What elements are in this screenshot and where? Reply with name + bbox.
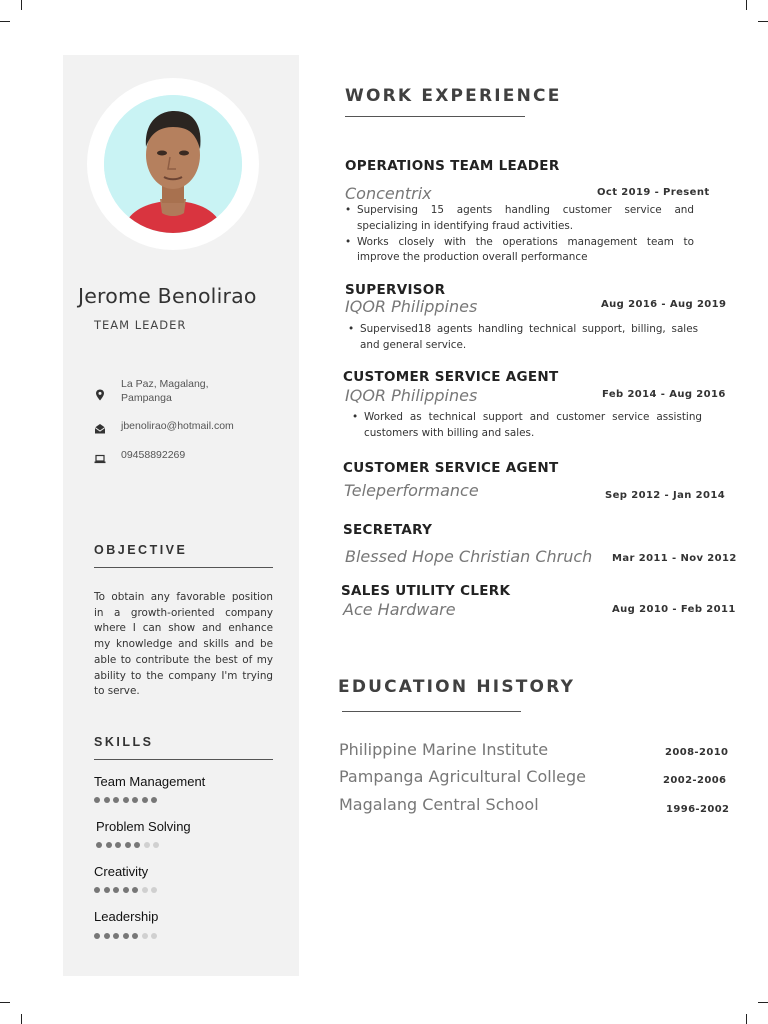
education-divider (342, 711, 521, 712)
work-experience-divider (345, 116, 525, 117)
school-years: 1996-2002 (666, 804, 730, 815)
skill-dot-filled (115, 842, 121, 848)
skill-rating (94, 933, 157, 939)
email-address[interactable]: jbenolirao@hotmail.com (121, 420, 234, 432)
skill-dot-filled (113, 933, 119, 939)
job-duty: • Supervising 15 agents handling customer service and specializing in identifying fraud activities. (345, 203, 694, 235)
skill-name: Leadership (94, 909, 159, 924)
skill-dot-empty (151, 887, 157, 893)
crop-mark (746, 1014, 747, 1024)
education-heading: EDUCATION HISTORY (338, 677, 576, 697)
skill-rating (94, 797, 157, 803)
phone-number: 09458892269 (121, 449, 186, 461)
objective-text: To obtain any favorable position in a growth-oriented company where I can show and enhance my knowledge and skills and be able to contribute the best of my ability to the company I'm trying to serve. (94, 591, 273, 698)
skill-dot-filled (123, 933, 129, 939)
skill-dot-empty (142, 887, 148, 893)
job-duties (348, 322, 698, 354)
skill-dot-filled (123, 797, 129, 803)
company-name: Blessed Hope Christian Chruch (345, 547, 593, 566)
job-duty: • Worked as technical support and customer service assisting customers with billing and sales. (352, 410, 702, 442)
company-name: Ace Hardware (343, 600, 456, 619)
job-title: OPERATIONS TEAM LEADER (345, 158, 560, 174)
company-name: IQOR Philippines (345, 297, 478, 316)
skill-dot-filled (142, 797, 148, 803)
job-title: SUPERVISOR (345, 282, 446, 298)
skill-dot-filled (94, 933, 100, 939)
location-pin-icon (94, 386, 106, 398)
crop-mark (21, 0, 22, 10)
skill-dot-empty (153, 842, 159, 848)
job-duty: • Supervised18 agents handling technical support, billing, sales and general service. (348, 322, 698, 354)
objective-divider (94, 567, 273, 568)
job-title: SALES UTILITY CLERK (341, 583, 511, 599)
candidate-role: TEAM LEADER (94, 318, 187, 332)
company-name: Concentrix (345, 184, 432, 203)
job-dates: Aug 2016 - Aug 2019 (601, 299, 727, 310)
skill-dot-filled (134, 842, 140, 848)
school-name: Philippine Marine Institute (339, 740, 549, 759)
skill-dot-empty (151, 933, 157, 939)
objective-heading: OBJECTIVE (94, 543, 188, 557)
skill-dot-filled (94, 797, 100, 803)
school-name: Magalang Central School (339, 795, 539, 814)
skill-dot-filled (106, 842, 112, 848)
crop-mark (746, 0, 747, 10)
job-duties (352, 410, 702, 442)
skill-dot-filled (113, 887, 119, 893)
skill-name: Creativity (94, 864, 149, 879)
crop-mark (758, 1002, 768, 1003)
job-dates: Feb 2014 - Aug 2016 (602, 389, 726, 400)
address-line-2: Pampanga (121, 392, 172, 404)
address-line-1: La Paz, Magalang, (121, 378, 209, 390)
job-dates: Sep 2012 - Jan 2014 (605, 490, 726, 501)
job-duty: • Works closely with the operations management team to improve the production overall performance (345, 235, 694, 267)
skill-dot-filled (151, 797, 157, 803)
skill-dot-filled (113, 797, 119, 803)
skill-name: Team Management (94, 774, 206, 789)
job-dates: Oct 2019 - Present (597, 187, 710, 198)
crop-mark (0, 21, 10, 22)
crop-mark (758, 21, 768, 22)
skills-heading: SKILLS (94, 735, 154, 749)
skill-rating (96, 842, 159, 848)
school-years: 2008-2010 (665, 747, 729, 758)
job-title: CUSTOMER SERVICE AGENT (343, 369, 559, 385)
job-dates: Aug 2010 - Feb 2011 (612, 604, 736, 615)
company-name: Teleperformance (344, 481, 479, 500)
profile-photo (104, 95, 242, 233)
candidate-name: Jerome Benolirao (78, 284, 257, 308)
skill-dot-filled (96, 842, 102, 848)
skill-dot-empty (142, 933, 148, 939)
skills-divider (94, 759, 273, 760)
school-years: 2002-2006 (663, 775, 727, 786)
envelope-icon (94, 420, 106, 432)
skill-dot-filled (132, 933, 138, 939)
school-name: Pampanga Agricultural College (339, 767, 586, 786)
skill-rating (94, 887, 157, 893)
skill-dot-filled (94, 887, 100, 893)
skill-name: Problem Solving (96, 819, 191, 834)
laptop-icon (94, 450, 106, 462)
job-title: CUSTOMER SERVICE AGENT (343, 460, 559, 476)
crop-mark (0, 1002, 10, 1003)
skill-dot-filled (132, 887, 138, 893)
skill-dot-filled (104, 797, 110, 803)
skill-dot-filled (125, 842, 131, 848)
job-dates: Mar 2011 - Nov 2012 (612, 553, 737, 564)
work-experience-heading: WORK EXPERIENCE (345, 86, 562, 106)
skill-dot-filled (104, 933, 110, 939)
company-name: IQOR Philippines (345, 386, 478, 405)
job-title: SECRETARY (343, 522, 433, 538)
crop-mark (21, 1014, 22, 1024)
person-portrait-icon (104, 95, 242, 233)
skill-dot-filled (132, 797, 138, 803)
job-duties (345, 203, 694, 266)
skill-dot-filled (104, 887, 110, 893)
skill-dot-filled (123, 887, 129, 893)
skill-dot-empty (144, 842, 150, 848)
